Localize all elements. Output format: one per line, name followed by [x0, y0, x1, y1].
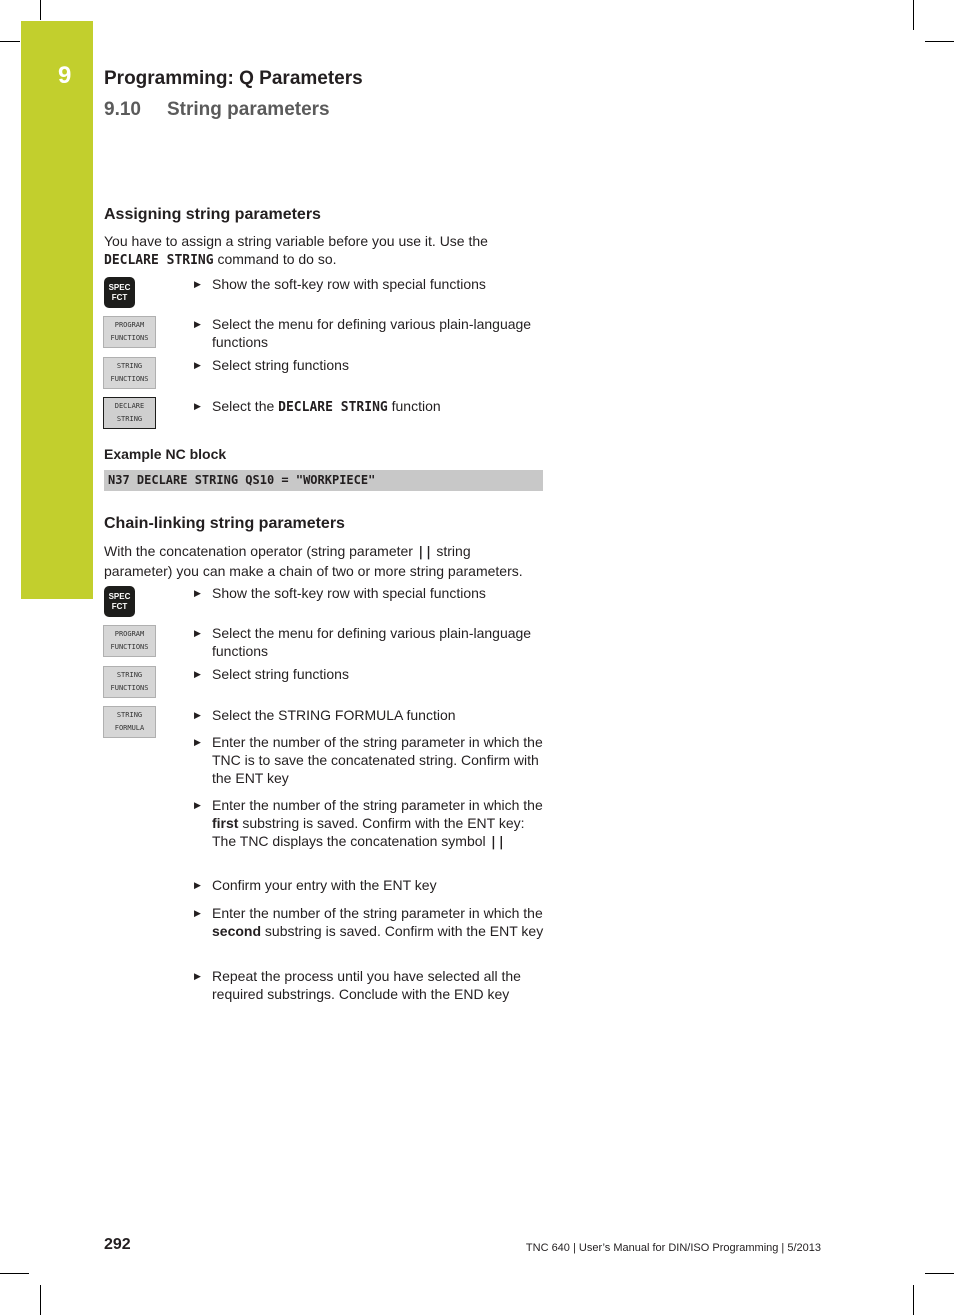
key-label-line1: STRING	[116, 711, 143, 719]
arrow-icon: ▶	[194, 669, 201, 679]
chain-step-9: Repeat the process until you have selected all the required substrings. Conclude with the END key	[212, 968, 521, 1002]
key-label-line1: DECLARE	[114, 402, 145, 410]
chain-step-1: Show the soft-key row with special functions	[212, 585, 486, 601]
spec-fct-key	[104, 586, 135, 617]
key-label-line2: STRING	[116, 415, 143, 423]
declare-string-softkey	[103, 397, 156, 429]
key-label-line1: STRING	[116, 671, 143, 679]
arrow-icon: ▶	[194, 880, 201, 890]
arrow-icon: ▶	[194, 319, 201, 329]
assign-step-4	[212, 397, 547, 417]
crop-mark	[913, 1285, 914, 1315]
crop-mark	[0, 41, 20, 42]
key-label-line2: FORMULA	[114, 724, 145, 732]
key-label-line2: FUNCTIONS	[110, 684, 149, 692]
concat-operator: ||	[416, 545, 433, 560]
arrow-icon: ▶	[194, 360, 201, 370]
assign-intro	[104, 232, 549, 270]
chain-step-8	[212, 904, 547, 940]
step-text: substring is saved. Confirm with the ENT key	[261, 923, 544, 939]
chain-step-7: Confirm your entry with the ENT key	[212, 877, 437, 893]
arrow-icon: ▶	[194, 279, 201, 289]
assign-step-1: Show the soft-key row with special functions	[212, 276, 486, 292]
key-label-line1: STRING	[116, 362, 143, 370]
program-functions-softkey	[103, 625, 156, 657]
crop-mark	[0, 1273, 29, 1274]
arrow-icon: ▶	[194, 401, 201, 411]
arrow-icon: ▶	[194, 710, 201, 720]
arrow-icon: ▶	[194, 800, 201, 810]
spec-fct-key	[104, 277, 135, 308]
crop-mark	[925, 41, 954, 42]
chain-step-5: Enter the number of the string parameter in which the TNC is to save the concatenated string. Confirm with the ENT key	[212, 734, 543, 786]
assign-step-3: Select string functions	[212, 357, 349, 373]
arrow-icon: ▶	[194, 971, 201, 981]
step-text: Enter the number of the string parameter in which the	[212, 905, 543, 921]
section-number: 9.10	[104, 99, 141, 120]
assign-intro-line1: You have to assign a string variable before you use it. Use the	[104, 233, 488, 249]
arrow-icon: ▶	[194, 737, 201, 747]
arrow-icon: ▶	[194, 628, 201, 638]
key-label-line1: PROGRAM	[114, 630, 145, 638]
step-emphasis: first	[212, 815, 239, 831]
arrow-icon: ▶	[194, 588, 201, 598]
crop-mark	[40, 1285, 41, 1315]
chain-step-2: Select the menu for defining various plain-language functions	[212, 625, 532, 659]
step-code: DECLARE STRING	[278, 400, 388, 415]
arrow-icon: ▶	[194, 908, 201, 918]
chain-intro-text: string	[432, 543, 471, 559]
concat-operator: ||	[489, 835, 506, 850]
chain-intro-line2: parameter) you can make a chain of two or more string parameters.	[104, 563, 523, 579]
key-label-line2: FCT	[111, 601, 128, 611]
step-emphasis: second	[212, 923, 262, 939]
key-label-line1: SPEC	[108, 591, 131, 601]
chain-intro-text: With the concatenation operator (string parameter	[104, 543, 417, 559]
string-functions-softkey	[103, 666, 156, 698]
chain-intro	[104, 542, 554, 580]
chapter-number: 9	[58, 62, 72, 89]
string-formula-softkey	[103, 706, 156, 738]
assign-heading: Assigning string parameters	[104, 206, 321, 223]
step-text: Select the	[212, 398, 279, 414]
chain-step-6	[212, 796, 547, 852]
assign-intro-rest: command to do so.	[213, 251, 337, 267]
key-label-line2: FUNCTIONS	[110, 643, 149, 651]
string-functions-softkey	[103, 357, 156, 389]
key-label-line2: FUNCTIONS	[110, 375, 149, 383]
key-label-line2: FUNCTIONS	[110, 334, 149, 342]
assign-step-2: Select the menu for defining various plain-language functions	[212, 316, 532, 350]
example-code-bar	[104, 470, 543, 491]
section-title: String parameters	[167, 99, 330, 120]
assign-intro-code: DECLARE STRING	[104, 253, 214, 268]
chapter-title: Programming: Q Parameters	[104, 68, 363, 89]
chain-heading: Chain-linking string parameters	[104, 515, 345, 532]
key-label-line2: FCT	[111, 292, 128, 302]
example-code: N37 DECLARE STRING QS10 = "WORKPIECE"	[108, 473, 376, 487]
program-functions-softkey	[103, 316, 156, 348]
chapter-tab	[21, 21, 93, 599]
step-text: function	[387, 398, 441, 414]
key-label-line1: SPEC	[108, 282, 131, 292]
example-heading: Example NC block	[104, 446, 227, 462]
step-text: substring is saved. Confirm with the ENT key: The TNC displays the concatenation symbol	[212, 815, 525, 849]
crop-mark	[925, 1273, 954, 1274]
crop-mark	[913, 0, 914, 30]
chain-step-4: Select the STRING FORMULA function	[212, 707, 456, 723]
footer-text: TNC 640 | User’s Manual for DIN/ISO Programming | 5/2013	[525, 1242, 821, 1254]
page-number: 292	[104, 1236, 131, 1253]
crop-mark	[40, 0, 41, 20]
step-text: Enter the number of the string parameter in which the	[212, 797, 543, 813]
key-label-line1: PROGRAM	[114, 321, 145, 329]
chain-step-3: Select string functions	[212, 666, 349, 682]
